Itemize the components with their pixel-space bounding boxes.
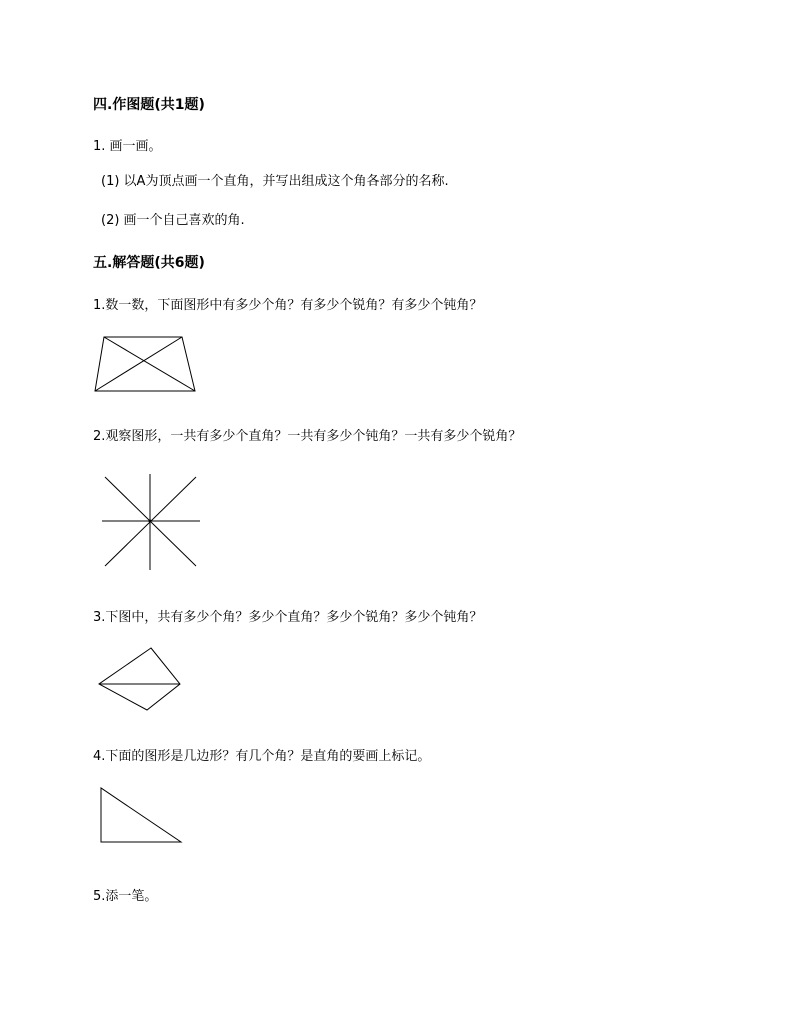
section5-q1: 1.数一数，下面图形中有多少个角？有多少个锐角？有多少个钝角？	[93, 298, 483, 313]
trapezoid-diagonal-1	[104, 337, 195, 391]
ray-center	[149, 520, 152, 523]
section4-q1-part2: (2) 画一个自己喜欢的角.	[101, 213, 245, 228]
right-triangle-figure	[99, 786, 183, 844]
section5-heading: 五.解答题(共6题)	[93, 255, 205, 271]
rays-figure	[100, 472, 202, 572]
section5-q2: 2.观察图形，一共有多少个直角？一共有多少个钝角？一共有多少个锐角？	[93, 429, 522, 444]
trapezoid-outline	[95, 337, 195, 391]
right-triangle-outline	[101, 788, 181, 842]
section4-q1-part1: (1) 以A为顶点画一个直角，并写出组成这个角各部分的名称.	[101, 174, 449, 189]
section5-q3: 3.下图中，共有多少个角？多少个直角？多少个锐角？多少个钝角？	[93, 610, 483, 625]
section5-q5: 5.添一笔。	[93, 889, 158, 904]
quadrilateral-figure	[96, 645, 184, 713]
trapezoid-diagonal-2	[95, 337, 182, 391]
quadrilateral-outline	[99, 648, 180, 710]
section4-heading: 四.作图题(共1题)	[93, 97, 205, 113]
trapezoid-figure	[90, 334, 200, 396]
section4-q1-title: 1. 画一画。	[93, 139, 162, 154]
section5-q4: 4.下面的图形是几边形？有几个角？是直角的要画上标记。	[93, 749, 431, 764]
